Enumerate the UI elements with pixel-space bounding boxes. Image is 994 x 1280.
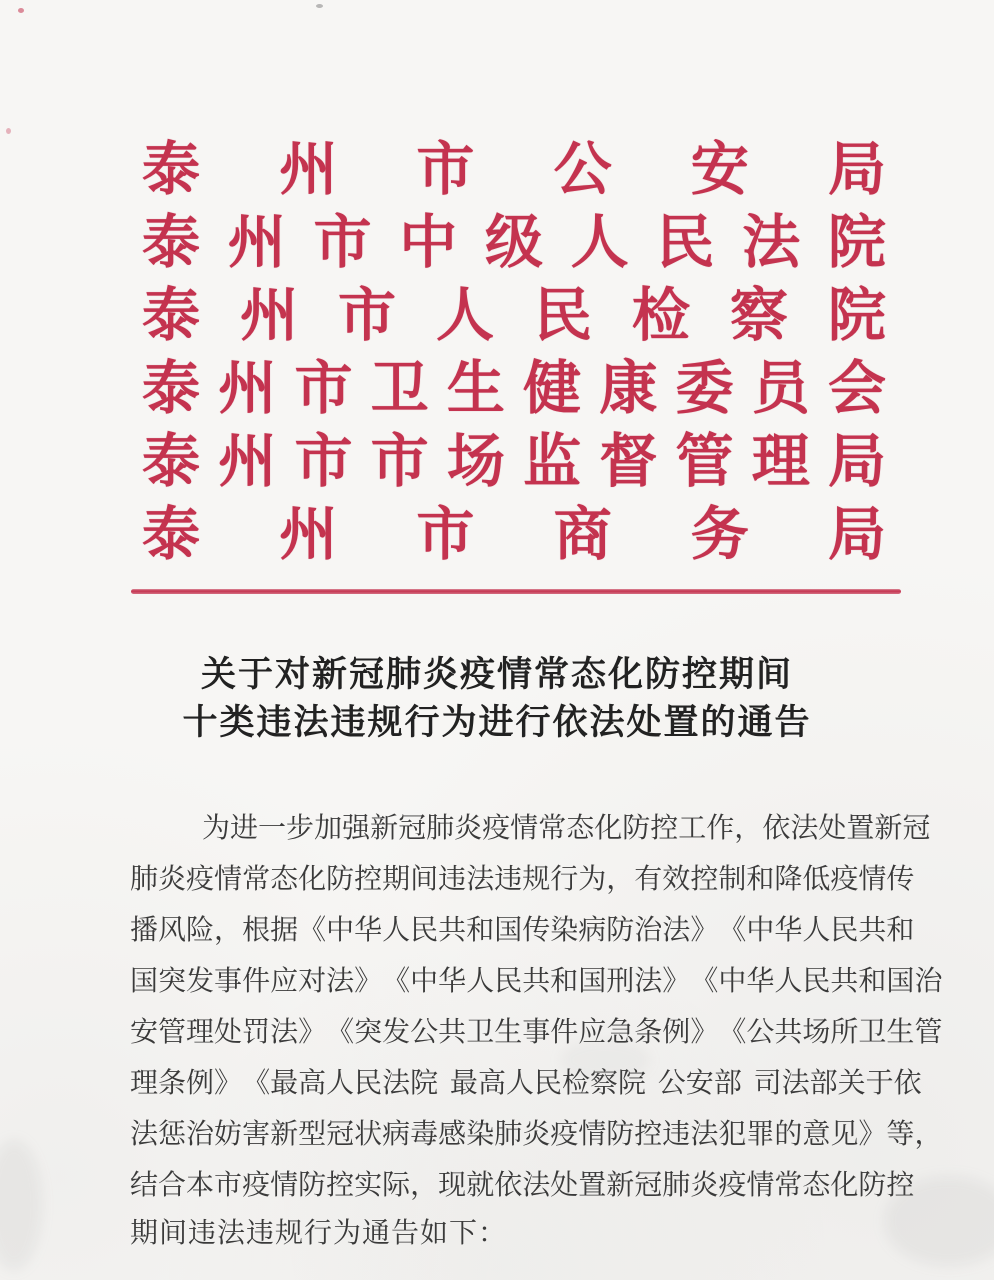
agency-name-market-supervision-bureau: 泰 州 市 市 场 监 督 管 理 局 <box>142 428 886 494</box>
scan-speck <box>18 8 24 13</box>
document-title <box>0 651 994 747</box>
body-line: 国 突 发 事 件 应 对 法 》 《 中 华 人 民 共 和 国 刑 法 》 《 中 华 人 民 共 和 国 治 <box>130 965 943 997</box>
body-line: 为 进 一 步 加 强 新 冠 肺 炎 疫 情 常 态 化 防 控 工 作 ， 依 法 处 置 新 冠 <box>202 812 931 844</box>
document-body <box>130 800 943 1259</box>
agency-name-peoples-procuratorate: 泰 州 市 人 民 检 察 院 <box>142 282 886 348</box>
body-line: 安 管 理 处 罚 法 》 《 突 发 公 共 卫 生 事 件 应 急 条 例 》 《 公 共 场 所 卫 生 管 <box>130 1016 943 1048</box>
scan-speck <box>6 128 11 134</box>
scan-smudge <box>0 1140 42 1270</box>
body-line: 理 条 例 》 《 最 高 人 民 法 院 最 高 人 民 检 察 院 公 安 部 司 法 部 关 于 依 <box>130 1067 922 1099</box>
document-title-line-2: 十类违法违规行为进行依法处置的通告 <box>182 703 812 742</box>
scan-smudge <box>884 1176 994 1266</box>
agency-name-health-commission: 泰 州 市 卫 生 健 康 委 员 会 <box>142 355 886 421</box>
body-line: 播 风 险 ， 根 据 《 中 华 人 民 共 和 国 传 染 病 防 治 法 》 《 中 华 人 民 共 和 <box>130 914 915 946</box>
body-line: 法 惩 治 妨 害 新 型 冠 状 病 毒 感 染 肺 炎 疫 情 防 控 违 法 犯 罪 的 意 见 》 等 ， <box>130 1118 943 1150</box>
body-line: 肺 炎 疫 情 常 态 化 防 控 期 间 违 法 违 规 行 为 ， 有 效 控 制 和 降 低 疫 情 传 <box>130 863 915 895</box>
body-line: 结 合 本 市 疫 情 防 控 实 际 ， 现 就 依 法 处 置 新 冠 肺 炎 疫 情 常 态 化 防 控 <box>130 1169 915 1201</box>
agency-name-commerce-bureau: 泰 州 市 商 务 局 <box>142 501 886 567</box>
scan-smudge <box>560 1040 650 1080</box>
scan-speck <box>316 4 323 8</box>
body-line-last: 期间违法违规行为通告如下： <box>130 1218 508 1249</box>
letterhead <box>142 133 886 571</box>
agency-name-public-security-bureau: 泰 州 市 公 安 局 <box>142 136 886 202</box>
letterhead-divider-rule <box>131 589 901 594</box>
agency-name-intermediate-peoples-court: 泰 州 市 中 级 人 民 法 院 <box>142 209 886 275</box>
document-title-line-1: 关于对新冠肺炎疫情常态化防控期间 <box>200 655 793 694</box>
